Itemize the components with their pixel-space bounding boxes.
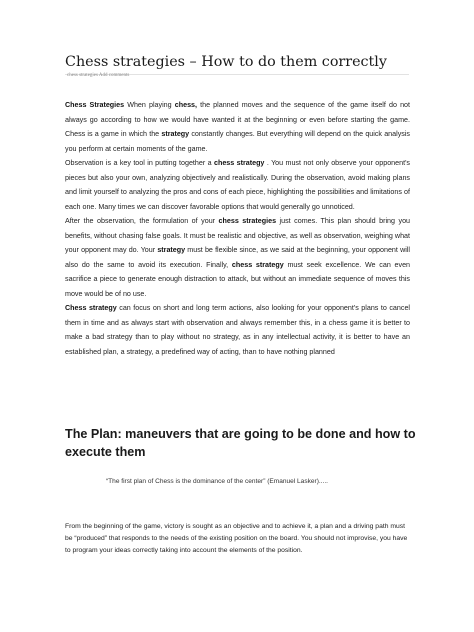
bold-term: chess, xyxy=(174,101,197,109)
lasker-quote: “The first plan of Chess is the dominance of the center” (Emanuel Lasker)..... xyxy=(106,478,328,485)
paragraph-short-long-term: Chess strategy can focus on short and long term actions, also looking for your opponent's plans to cancel them in time and as always start with observation and always remember this, in a chess game it is better to make a bad strategy than to play without no strategy, as in any intellectual activity, it is better to have an established plan, a strategy, a predefined way of acting, than to have nothing planned xyxy=(65,304,410,356)
section-heading: The Plan: maneuvers that are going to be done and how to execute them xyxy=(65,427,416,459)
bold-term: strategy xyxy=(157,246,186,254)
page-title: Chess strategies – How to do them correctly xyxy=(65,54,387,70)
bold-term: chess strategy xyxy=(231,260,284,269)
bold-term: chess strategies xyxy=(218,217,277,225)
paragraph-plan: From the beginning of the game, victory is sought as an objective and to achieve it, a plan and a driving path must be “produced” that responds to the needs of the existing position on the board. You should not improvise, you have to program your ideas correctly taking into account the elements of the position. xyxy=(65,523,408,554)
post-meta: chess strategies Add comments xyxy=(67,73,130,78)
paragraph-chess-strategies: Chess Strategies When playing chess, the planned moves and the sequence of the game itself do not always go according to how we would have wanted it at the beginning or even before starting the game. Chess is a game in which the strategy constantly changes. But everything will depend on the quick analysis you perform at certain moments of the game. xyxy=(65,101,411,153)
paragraph-observation: Observation is a key tool in putting together a chess strategy . You must not only observe your opponent's pieces but also your own, analyzing objectively and realistically. During the observation, avoid making plans and limit yourself to analyzing the pros and cons of each piece, highlighting the possibilities and limitations of each one. Many times we can discover favorable options that would generally go unnoticed. xyxy=(65,159,410,211)
bold-term: Chess Strategies xyxy=(65,101,125,109)
intro-text xyxy=(65,98,410,359)
bold-term: chess strategy xyxy=(213,159,265,167)
bold-term: Chess strategy xyxy=(65,304,117,312)
bold-term: strategy xyxy=(161,130,190,138)
paragraph-formulation: After the observation, the formulation of your chess strategies just comes. This plan should bring you benefits, without chasing false goals. It must be realistic and objective, as well as observation, weighing what your opponent may do. Your strategy must be flexible since, as we said at the beginning, your opponent will also do the same to avoid its execution. Finally, chess strategy must seek excellence. We can even sacrifice a piece to generate enough distraction to attack, but without an immediate sequence of moves this move would be of no use. xyxy=(65,217,411,298)
